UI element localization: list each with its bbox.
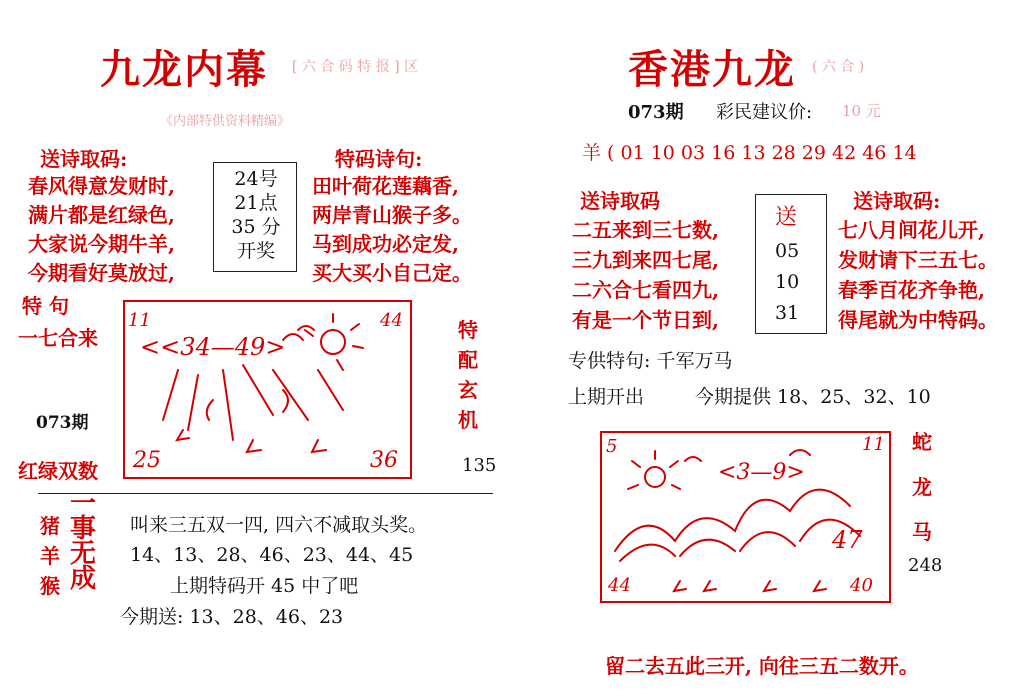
- motto-char: 一: [70, 489, 97, 519]
- left-side-vertical: [458, 318, 486, 432]
- left-motto: [70, 489, 97, 594]
- left-title-suffix: [ 六 合 码 特 报 ] 区: [292, 59, 419, 75]
- left-special-poem-label: 特码诗句:: [335, 147, 423, 171]
- draw-time-line: 开奖: [236, 240, 275, 262]
- left-side-number: 135: [462, 455, 497, 476]
- animal-char: 羊: [40, 544, 60, 568]
- send-number: 05: [775, 240, 800, 262]
- right-poem-right: [838, 215, 998, 335]
- side-char: 蛇: [912, 430, 932, 454]
- right-sketch-mid: 47: [832, 526, 863, 554]
- poem-line: 得尾就为中特码。: [838, 308, 998, 332]
- right-sketch-corner-tl: 5: [606, 436, 618, 457]
- left-sketch-corner-bl: 25: [133, 448, 161, 473]
- right-footer: 留二去五此三开, 向往三五二数开。: [605, 654, 919, 678]
- left-sketch-corner-br: 36: [370, 448, 398, 473]
- right-price-label: 彩民建议价:: [716, 102, 813, 123]
- animal-char: 猴: [40, 574, 60, 598]
- right-issue: 073期: [628, 102, 684, 123]
- draw-time: [226, 167, 286, 263]
- poem-line: 田叶荷花莲藕香,: [312, 174, 459, 198]
- left-issue: 073期: [36, 413, 89, 433]
- send-number: 31: [775, 302, 800, 324]
- animal-char: 猪: [40, 514, 60, 538]
- poem-line: 大家说今期牛羊,: [28, 232, 175, 256]
- motto-char: 事: [70, 514, 97, 544]
- left-divider: [38, 493, 493, 494]
- send-numbers: [775, 236, 799, 329]
- right-side-vertical: [912, 420, 932, 555]
- poem-line: 二五来到三七数,: [572, 218, 719, 242]
- side-char: 特: [458, 318, 486, 342]
- poem-line: 三九到来四七尾,: [572, 248, 719, 272]
- right-title-suffix: ( 六 合 ): [812, 59, 865, 75]
- motto-char: 成: [70, 564, 97, 594]
- send-label: 送: [775, 205, 798, 230]
- poem-line: 发财请下三五七。: [838, 248, 998, 272]
- side-char: 玄: [458, 378, 486, 402]
- left-gift-poem-label: 送诗取码:: [40, 147, 128, 171]
- poem-line: 买大买小自己定。: [312, 261, 472, 285]
- left-sketch-drawing: [123, 300, 408, 475]
- left-line3: 上期特码开 45 中了吧: [170, 575, 359, 597]
- right-sketch-drawing: [600, 431, 887, 599]
- left-gift-poem: [28, 172, 175, 288]
- poem-line: 春季百花齐争艳,: [838, 278, 985, 302]
- side-char: 龙: [912, 475, 932, 499]
- poem-line: 马到成功必定发,: [312, 232, 459, 256]
- side-char: 配: [458, 348, 486, 372]
- right-gift-label-left: 送诗取码: [580, 189, 660, 213]
- left-special-poem: [312, 172, 472, 288]
- left-sketch-range: <<34—49>: [140, 333, 286, 361]
- right-sketch-corner-tr: 11: [862, 434, 885, 455]
- side-char: 马: [912, 520, 932, 544]
- right-sketch-corner-br: 40: [850, 575, 873, 596]
- draw-time-line: 24号: [234, 168, 278, 190]
- left-special-phrase-label: 特 句: [22, 294, 69, 318]
- poem-line: 七八月间花儿开,: [838, 218, 985, 242]
- left-title: 九龙内幕: [100, 46, 268, 93]
- left-line2: 14、13、28、46、23、44、45: [130, 544, 414, 566]
- side-char: 机: [458, 408, 486, 432]
- left-line1: 叫来三五双一四, 四六不减取头奖。: [130, 514, 428, 536]
- right-gift-label-right: 送诗取码:: [853, 189, 941, 213]
- send-number: 10: [775, 271, 800, 293]
- right-goat-line: 羊 ( 01 10 03 16 13 28 29 42 46 14: [582, 142, 917, 164]
- left-line4: 今期送: 13、28、46、23: [120, 606, 344, 628]
- left-color-label: 红绿双数: [18, 459, 98, 483]
- poem-line: 两岸青山猴子多。: [312, 203, 472, 227]
- right-poem-left: [572, 215, 719, 335]
- right-sketch-range: <3—9>: [718, 460, 805, 485]
- left-sketch-corner-tl: 11: [128, 310, 151, 331]
- right-title: 香港九龙: [628, 46, 796, 93]
- poem-line: 春风得意发财时,: [28, 174, 175, 198]
- left-animals: [40, 511, 60, 601]
- right-this-period: 今期提供 18、25、32、10: [695, 386, 931, 408]
- motto-char: 无: [70, 539, 97, 569]
- poem-line: 满片都是红绿色,: [28, 203, 175, 227]
- right-last-period: 上期开出: [568, 386, 645, 408]
- poem-line: 有是一个节日到,: [572, 308, 719, 332]
- poem-line: 今期看好莫放过,: [28, 261, 175, 285]
- draw-time-line: 21点: [234, 192, 278, 214]
- left-sketch-corner-tr: 44: [380, 310, 403, 331]
- left-subtitle: 《内部特供资料精编》: [160, 114, 291, 129]
- right-side-number: 248: [908, 555, 943, 576]
- left-special-phrase: 一七合来: [18, 326, 98, 350]
- right-sketch-corner-bl: 44: [608, 575, 631, 596]
- poem-line: 二六合七看四九,: [572, 278, 719, 302]
- draw-time-line: 35 分: [231, 216, 281, 238]
- right-price-value: 10 元: [842, 102, 881, 120]
- right-special-phrase: 专供特句: 千军万马: [568, 350, 733, 372]
